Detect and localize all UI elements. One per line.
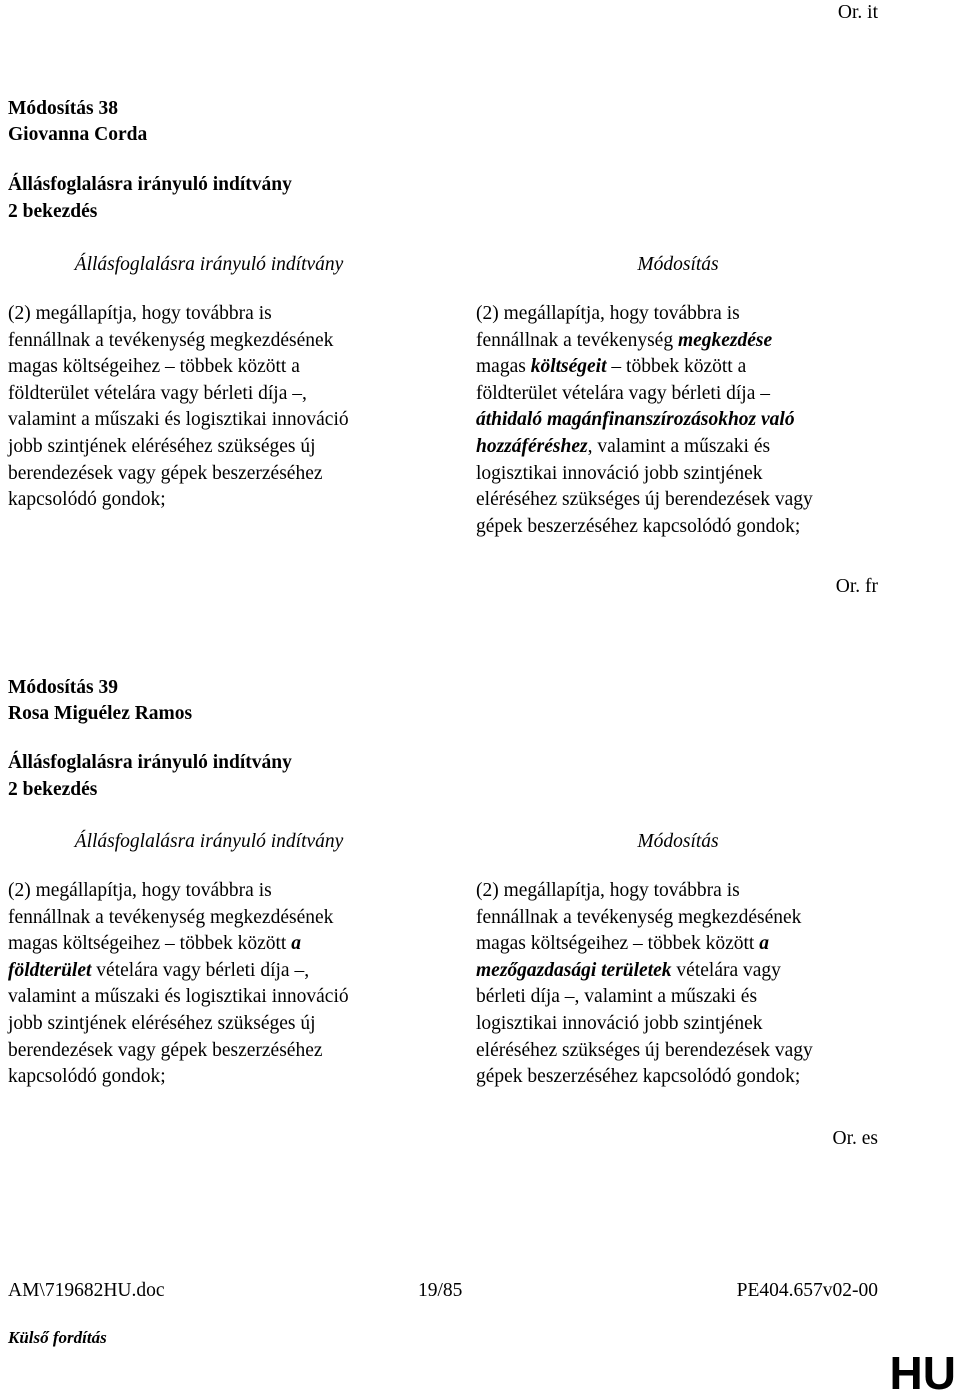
text-line: fennállnak a tevékenység megkezdésének [8, 329, 334, 351]
text-line [476, 958, 916, 985]
changed-text: mezőgazdasági területek [476, 959, 672, 981]
footer-pe-ref: PE404.657v02-00 [736, 1280, 878, 1301]
text-line: földterület vételára vagy bérleti díja – [476, 382, 770, 404]
text-segment: – többek között a [606, 356, 747, 378]
amendment-38-paragraph: 2 bekezdés [8, 201, 98, 222]
text-line: valamint a műszaki és logisztikai innováció [8, 986, 349, 1008]
text-line: kapcsolódó gondok; [8, 489, 166, 511]
text-line: logisztikai innováció jobb szintjének [476, 1012, 763, 1034]
changed-text: hozzáféréshez [476, 435, 588, 457]
footer-translation-note: Külső fordítás [8, 1328, 107, 1347]
footer-language-code: HU [889, 1347, 956, 1399]
text-segment: fennállnak a tevékenység [476, 329, 678, 351]
changed-text: földterület [8, 959, 92, 981]
footer-doc-ref: AM\719682HU.doc [8, 1280, 165, 1301]
amendment-39-original-language: Or. es [832, 1128, 878, 1149]
text-segment: vételára vagy bérleti díja –, [91, 959, 310, 981]
amendment-39-left-header: Állásfoglalásra irányuló indítvány [74, 831, 344, 852]
changed-text: megkezdése [677, 329, 773, 351]
original-language: Or. it [837, 2, 878, 23]
text-line [8, 958, 448, 985]
amendment-38-original-language: Or. fr [835, 576, 878, 597]
amendment-38-doc-type: Állásfoglalásra irányuló indítvány [8, 174, 292, 195]
text-line: gépek beszerzéséhez kapcsolódó gondok; [476, 515, 801, 537]
text-line: fennállnak a tevékenység megkezdésének [8, 906, 334, 928]
amendment-39-original-text [8, 878, 448, 1091]
changed-text: költségeit [530, 356, 607, 378]
text-segment: , valamint a műszaki és [587, 435, 771, 457]
amendment-38-number: Módosítás 38 [8, 98, 118, 119]
text-line: eléréséhez szükséges új berendezések vagy [476, 1039, 813, 1061]
text-line: jobb szintjének eléréséhez szükséges új [8, 1012, 316, 1034]
text-line [476, 328, 916, 355]
text-line: berendezések vagy gépek beszerzéséhez [8, 1039, 323, 1061]
changed-text: a [759, 933, 769, 955]
text-line [476, 931, 916, 958]
text-segment: magas [476, 356, 531, 378]
text-line: bérleti díja –, valamint a műszaki és [476, 986, 758, 1008]
changed-text-line: áthidaló magánfinanszírozásokhoz való [476, 409, 795, 431]
text-line: eléréséhez szükséges új berendezések vagy [476, 489, 813, 511]
text-line: (2) megállapítja, hogy továbbra is [476, 880, 740, 901]
amendment-39-author: Rosa Miguélez Ramos [8, 703, 193, 724]
text-segment: vételára vagy [671, 959, 781, 981]
amendment-38-right-header: Módosítás [637, 254, 719, 275]
text-line: logisztikai innováció jobb szintjének [476, 462, 763, 484]
text-line: valamint a műszaki és logisztikai innováció [8, 409, 349, 431]
text-line: földterület vételára vagy bérleti díja –, [8, 382, 307, 404]
text-line: fennállnak a tevékenység megkezdésének [476, 906, 802, 928]
text-line: (2) megállapítja, hogy továbbra is [8, 880, 272, 901]
text-segment: magas költségeihez – többek között [8, 933, 292, 955]
text-segment: magas költségeihez – többek között [476, 933, 760, 955]
amendment-38-author: Giovanna Corda [8, 124, 148, 145]
text-line: (2) megállapítja, hogy továbbra is [8, 303, 272, 324]
amendment-39-paragraph: 2 bekezdés [8, 779, 98, 800]
changed-text: a [291, 933, 301, 955]
text-line: (2) megállapítja, hogy továbbra is [476, 303, 740, 324]
text-line: gépek beszerzéséhez kapcsolódó gondok; [476, 1066, 801, 1088]
amendment-39-amended-text [476, 878, 916, 1091]
amendment-38-original-text [8, 301, 448, 514]
text-line [476, 434, 916, 461]
amendment-39-doc-type: Állásfoglalásra irányuló indítvány [8, 752, 292, 773]
text-line: berendezések vagy gépek beszerzéséhez [8, 462, 323, 484]
amendment-38-amended-text [476, 301, 916, 540]
footer-page-number: 19/85 [418, 1280, 463, 1301]
text-line: jobb szintjének eléréséhez szükséges új [8, 435, 316, 457]
text-line [476, 354, 916, 381]
text-line [8, 931, 448, 958]
text-line: kapcsolódó gondok; [8, 1066, 166, 1088]
amendment-39-number: Módosítás 39 [8, 677, 118, 698]
text-line: magas költségeihez – többek között a [8, 356, 300, 378]
amendment-38-left-header: Állásfoglalásra irányuló indítvány [74, 254, 344, 275]
amendment-39-right-header: Módosítás [637, 831, 719, 852]
